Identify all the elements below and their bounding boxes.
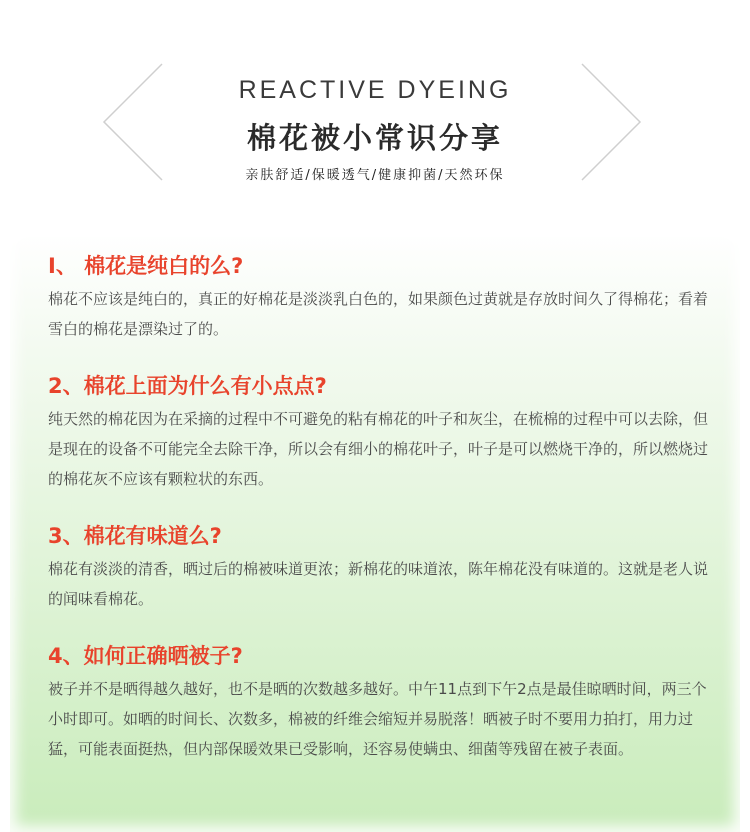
faq-title: 2、棉花上面为什么有小点点? — [48, 374, 327, 398]
faq-body: 棉花不应该是纯白的，真正的好棉花是淡淡乳白色的，如果颜色过黄就是存放时间久了得棉花；看着雪白的棉花是漂染过了的。 — [48, 290, 709, 338]
chevron-decoration — [0, 0, 750, 230]
faq-title: I、 棉花是纯白的么? — [48, 254, 244, 278]
faq-section-3 — [48, 522, 708, 614]
faq-title: 4、如何正确晒被子? — [48, 644, 243, 668]
faq-body: 棉花有淡淡的清香，晒过后的棉被味道更浓；新棉花的味道浓，陈年棉花没有味道的。这就是老人说的闻味看棉花。 — [48, 560, 709, 608]
faq-title: 3、棉花有味道么? — [48, 524, 222, 548]
tagline: 亲肤舒适/保暖透气/健康抑菌/天然环保 — [245, 168, 505, 183]
subtitle-en: REACTIVE DYEING — [238, 76, 512, 104]
faq-section-4 — [48, 642, 708, 764]
faq-section-2 — [48, 372, 708, 494]
faq-body: 纯天然的棉花因为在采摘的过程中不可避免的粘有棉花的叶子和灰尘，在梳棉的过程中可以去除，但是现在的设备不可能完全去除干净，所以会有细小的棉花叶子，叶子是可以燃烧干净的，所以燃烧过的棉花灰不应该有颗粒状的东西。 — [48, 410, 709, 488]
faq-body: 被子并不是晒得越久越好，也不是晒的次数越多越好。中午11点到下午2点是最佳晾晒时间，两三个小时即可。如晒的时间长、次数多，棉被的纤维会缩短并易脱落！晒被子时不要用力拍打，用力过猛，可能表面挺热，但内部保暖效果已受影响，还容易使螨虫、细菌等残留在被子表面。 — [48, 680, 707, 758]
page-title: 棉花被小常识分享 — [246, 121, 503, 155]
header-banner — [0, 0, 750, 230]
faq-section-1 — [48, 252, 708, 344]
